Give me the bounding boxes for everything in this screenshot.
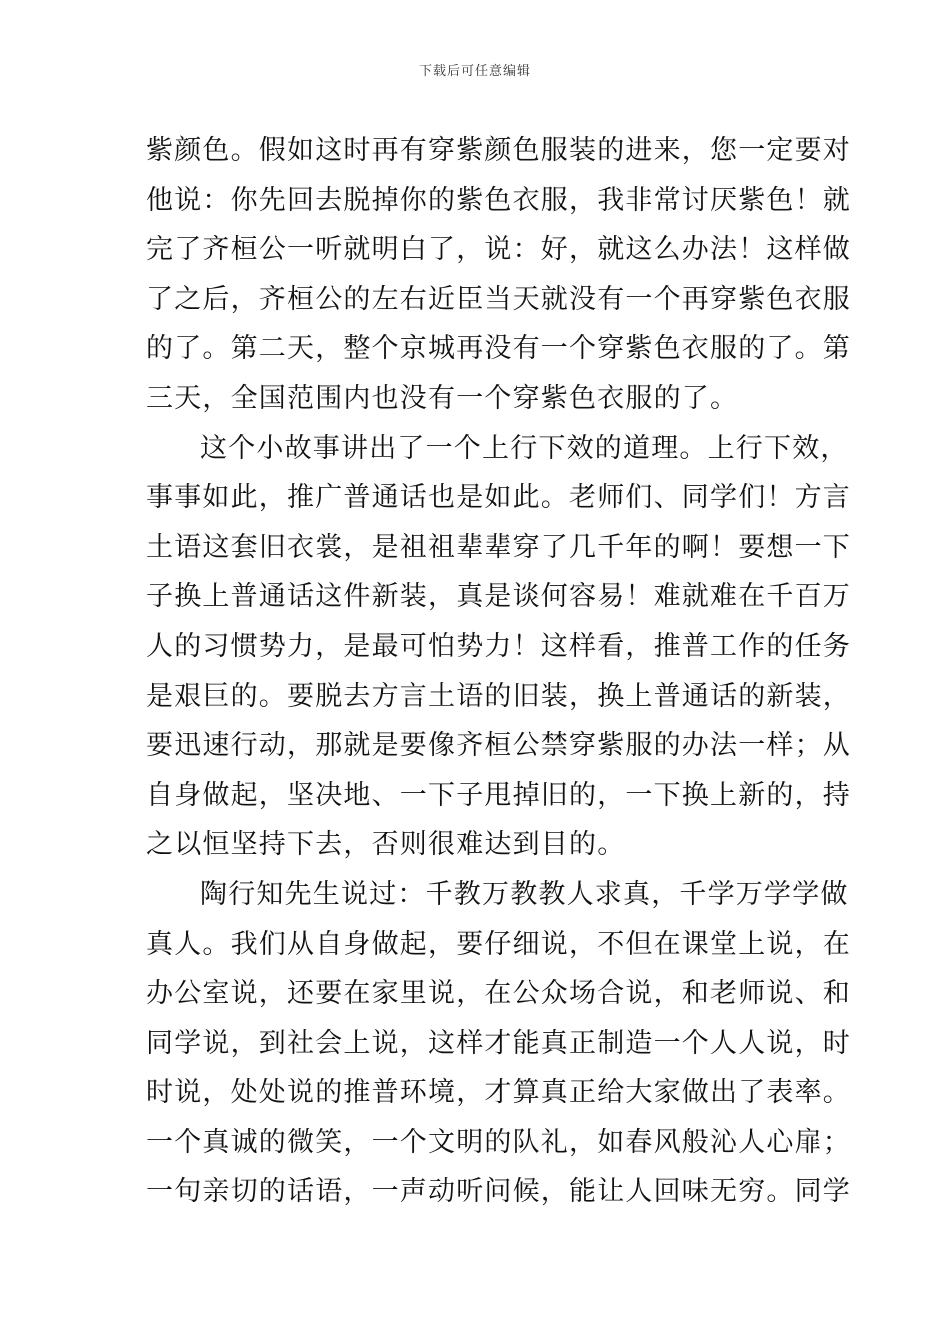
text-line: 完了齐桓公一听就明白了，说：好，就这么办法！这样做 bbox=[146, 234, 851, 266]
text-line: 紫颜色。假如这时再有穿紫颜色服装的进来，您一定要对 bbox=[146, 135, 851, 166]
text-line: 了之后，齐桓公的左右近臣当天就没有一个再穿紫色衣服 bbox=[146, 283, 851, 315]
text-line: 他说：你先回去脱掉你的紫色衣服，我非常讨厌紫色！就 bbox=[146, 184, 851, 216]
text-line: 土语这套旧衣裳，是祖祖辈辈穿了几千年的啊！要想一下 bbox=[146, 531, 851, 563]
text-line: 子换上普通话这件新装，真是谈何容易！难就难在千百万 bbox=[146, 581, 851, 613]
text-line: 一句亲切的话语，一声动听问候，能让人回味无穷。同学 bbox=[146, 1176, 851, 1208]
text-line: 一个真诚的微笑，一个文明的队礼，如春风般沁人心扉； bbox=[146, 1126, 851, 1158]
text-line: 三天，全国范围内也没有一个穿紫色衣服的了。 bbox=[146, 382, 739, 414]
text-line: 真人。我们从自身做起，要仔细说，不但在课堂上说，在 bbox=[146, 928, 851, 960]
text-line: 事事如此，推广普通话也是如此。老师们、同学们！方言 bbox=[146, 482, 851, 514]
text-line: 陶行知先生说过：千教万教教人求真，千学万学学做 bbox=[200, 878, 849, 910]
page-header: 下载后可任意编辑 bbox=[418, 64, 531, 79]
text-line: 这个小故事讲出了一个上行下效的道理。上行下效， bbox=[200, 432, 849, 464]
text-line: 人的习惯势力，是最可怕势力！这样看，推普工作的任务 bbox=[146, 630, 851, 662]
text-line: 的了。第二天，整个京城再没有一个穿紫色衣服的了。第 bbox=[146, 333, 851, 365]
text-line: 自身做起，坚决地、一下子甩掉旧的，一下换上新的，持 bbox=[146, 779, 851, 811]
text-line: 要迅速行动，那就是要像齐桓公禁穿紫服的办法一样；从 bbox=[146, 730, 851, 762]
text-line: 办公室说，还要在家里说，在公众场合说，和老师说、和 bbox=[146, 978, 851, 1010]
text-line: 同学说，到社会上说，这样才能真正制造一个人人说，时 bbox=[146, 1027, 851, 1059]
text-line: 是艰巨的。要脱去方言土语的旧装，换上普通话的新装， bbox=[146, 680, 851, 712]
text-line: 时说，处处说的推普环境，才算真正给大家做出了表率。 bbox=[146, 1077, 851, 1109]
text-line: 之以恒坚持下去，否则很难达到目的。 bbox=[146, 829, 626, 861]
document-body bbox=[146, 126, 851, 1217]
